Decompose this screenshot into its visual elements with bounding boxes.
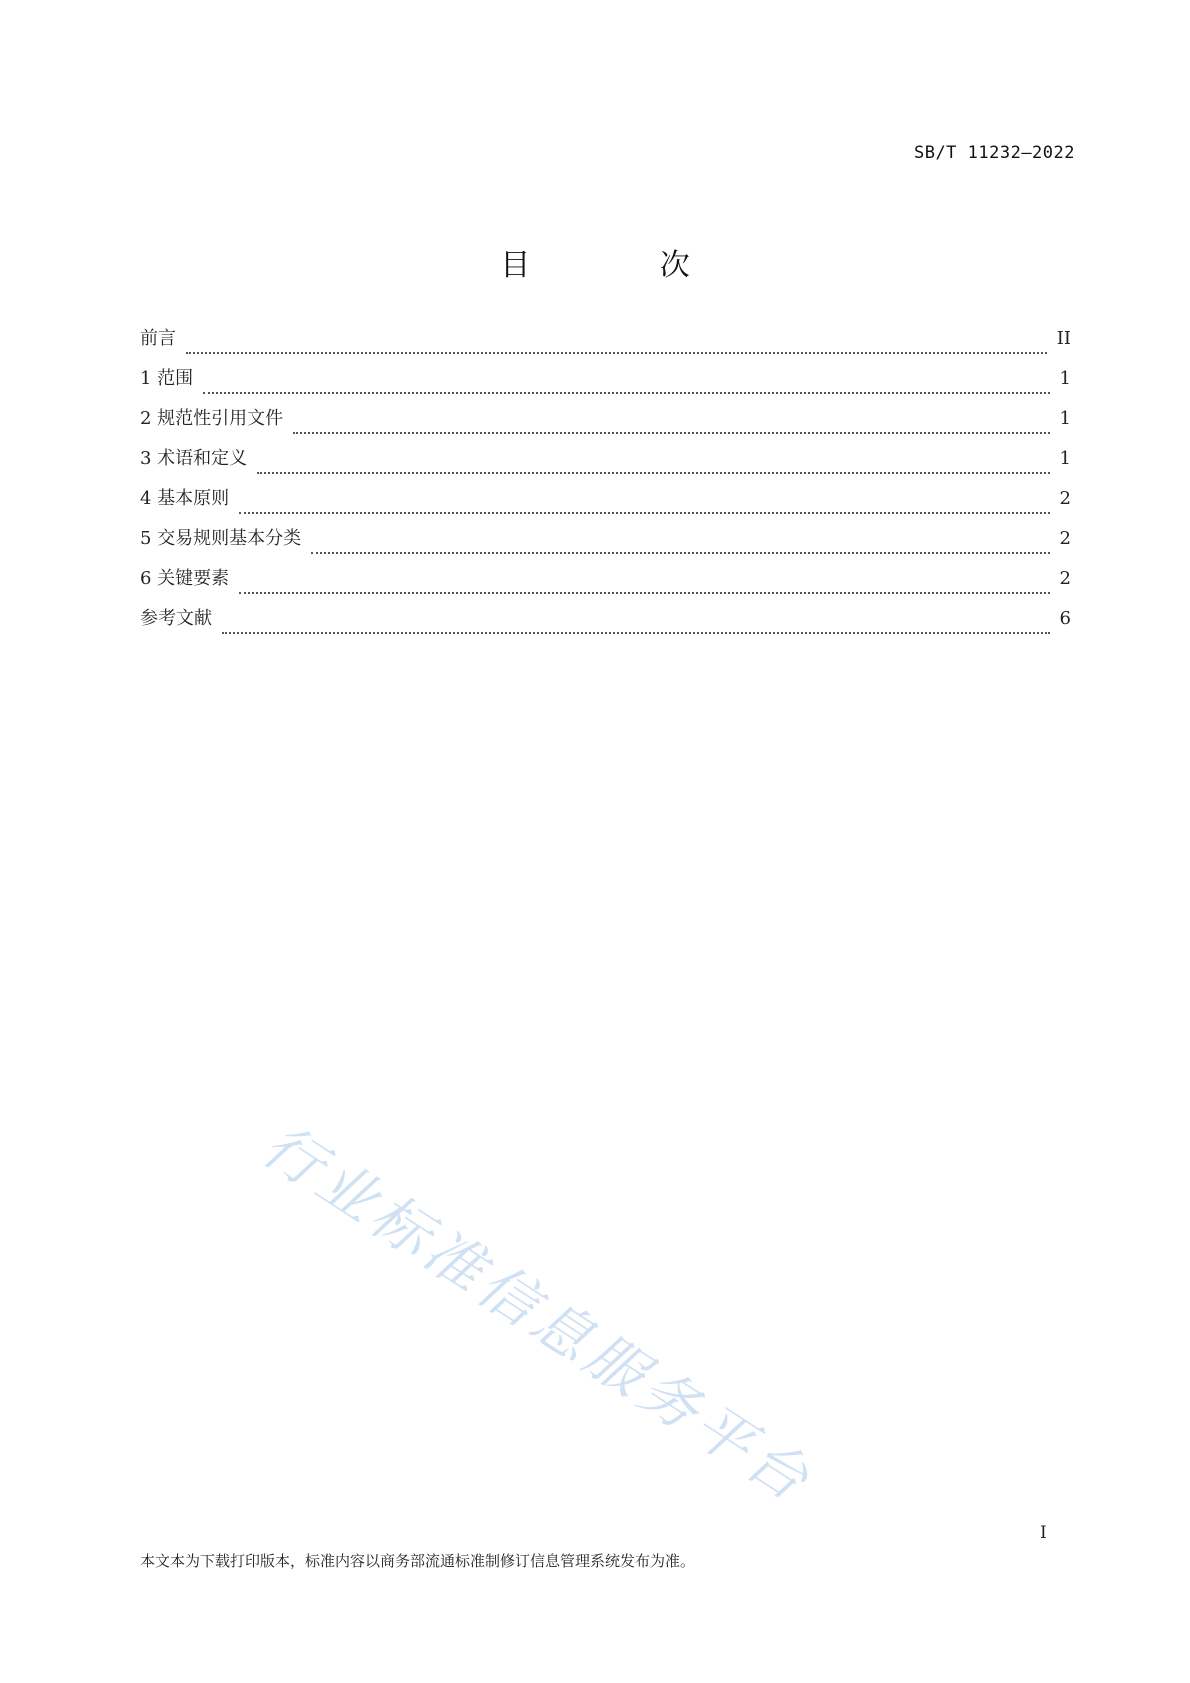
toc-dot-leader: [222, 632, 1050, 634]
toc-entry-bibliography[interactable]: [140, 607, 1071, 647]
toc-dot-leader: [239, 592, 1049, 594]
toc-entry-page: 1: [1059, 448, 1071, 469]
toc-dot-leader: [203, 392, 1049, 394]
toc-entry-label: 前言: [140, 328, 176, 349]
toc-entry-basic-principles[interactable]: [140, 487, 1071, 527]
toc-entry-label: 5 交易规则基本分类: [140, 528, 302, 549]
toc-entry-label: 2 规范性引用文件: [140, 408, 284, 429]
toc-title: 目 次: [500, 248, 750, 283]
toc-entry-normative-references[interactable]: [140, 407, 1071, 447]
toc-entry-foreword[interactable]: [140, 327, 1071, 367]
toc-entry-label: 1 范围: [140, 368, 194, 389]
toc-entry-key-elements[interactable]: [140, 567, 1071, 607]
toc-dot-leader: [311, 552, 1049, 554]
toc-entry-page: 2: [1059, 528, 1071, 549]
toc-list: [140, 327, 1071, 647]
toc-entry-label: 参考文献: [140, 608, 212, 629]
toc-dot-leader: [293, 432, 1049, 434]
watermark: 行业标准信息服务平台: [250, 1110, 825, 1517]
toc-dot-leader: [239, 512, 1049, 514]
document-number: SB/T 11232—2022: [913, 143, 1075, 163]
toc-entry-page: 6: [1059, 608, 1071, 629]
toc-entry-page: II: [1056, 328, 1071, 349]
toc-entry-page: 1: [1059, 408, 1071, 429]
toc-dot-leader: [257, 472, 1049, 474]
toc-entry-page: 2: [1059, 568, 1071, 589]
toc-entry-page: 2: [1059, 488, 1071, 509]
toc-entry-scope[interactable]: [140, 367, 1071, 407]
toc-entry-classification[interactable]: [140, 527, 1071, 567]
footer-note: 本文本为下载打印版本，标准内容以商务部流通标准制修订信息管理系统发布为准。: [140, 1552, 696, 1570]
toc-entry-label: 4 基本原则: [140, 488, 230, 509]
toc-entry-label: 6 关键要素: [140, 568, 230, 589]
page-number: I: [1040, 1523, 1047, 1543]
toc-entry-label: 3 术语和定义: [140, 448, 248, 469]
toc-entry-page: 1: [1059, 368, 1071, 389]
toc-dot-leader: [186, 352, 1047, 354]
toc-entry-terms-definitions[interactable]: [140, 447, 1071, 487]
